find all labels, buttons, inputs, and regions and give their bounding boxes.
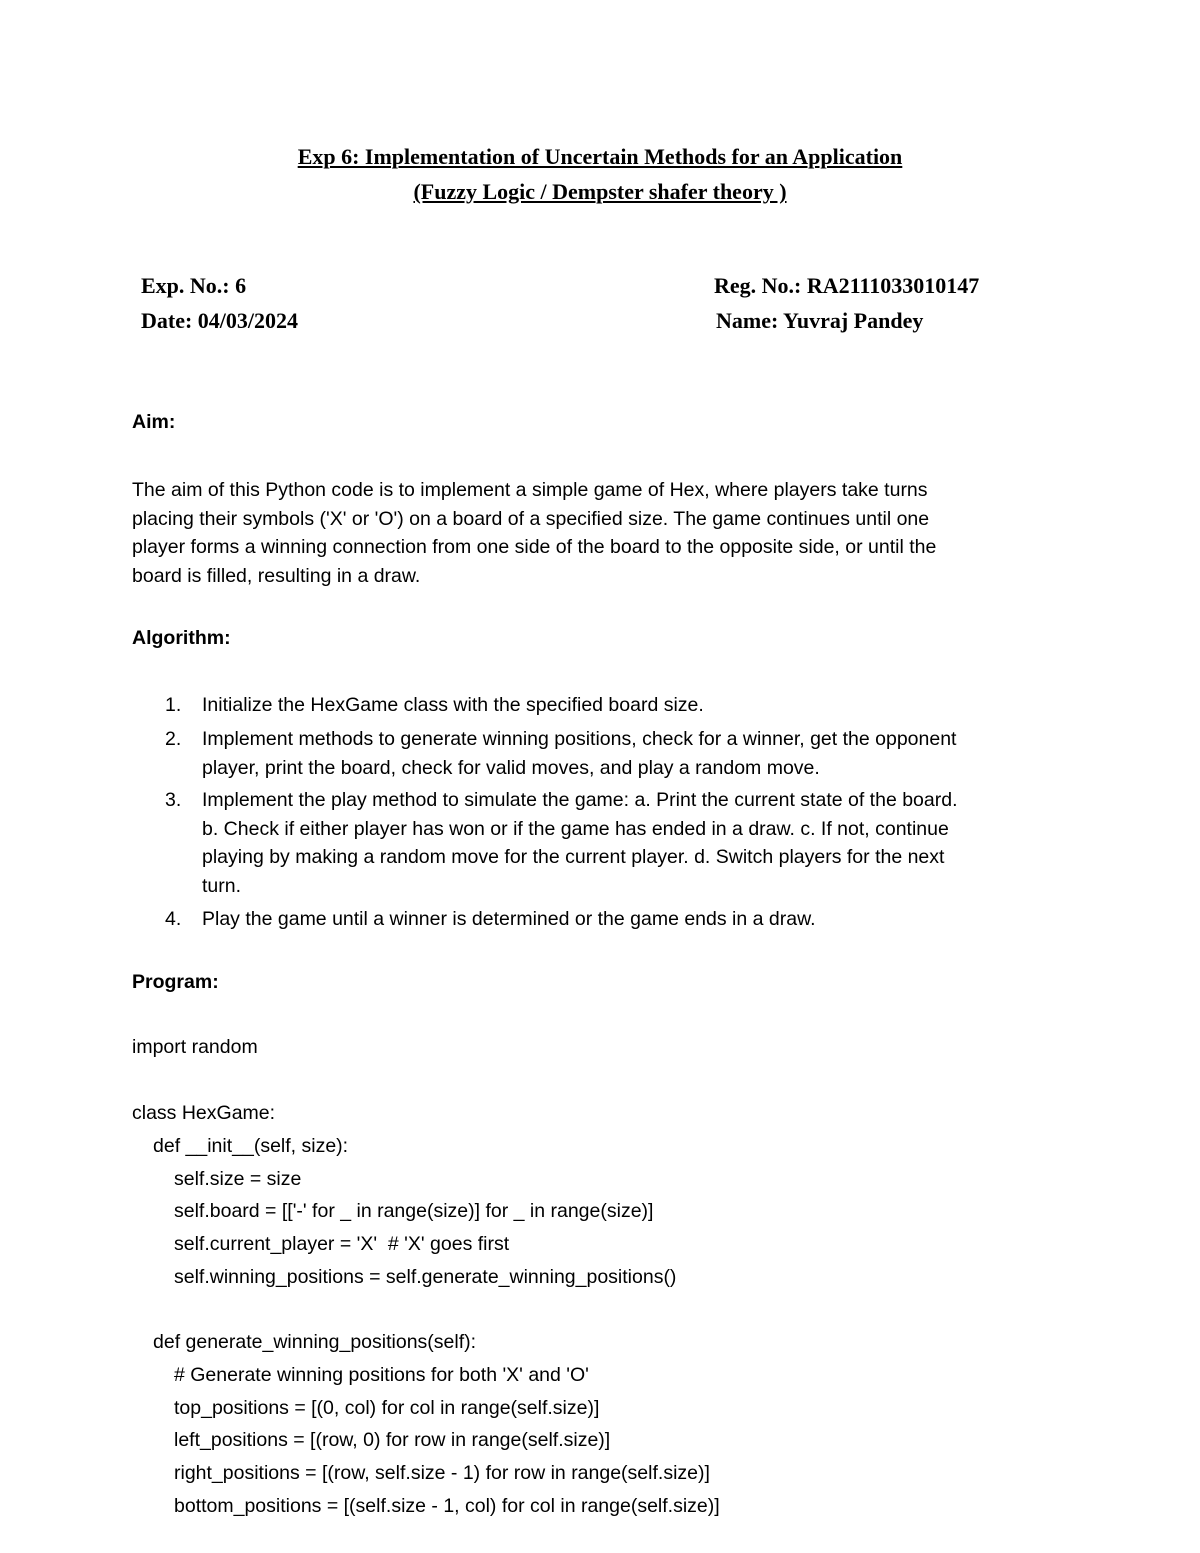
code-line: # Generate winning positions for both 'X' and 'O': [174, 1364, 589, 1386]
step-number: 1.: [165, 694, 182, 716]
aim-line: player forms a winning connection from one side of the board to the opposite side, or until the: [132, 536, 937, 558]
step-number: 2.: [165, 728, 182, 750]
step-text: [202, 905, 1082, 934]
aim-line: board is filled, resulting in a draw.: [132, 564, 421, 587]
document-title: Exp 6: Implementation of Uncertain Methods for an Application: [297, 144, 903, 169]
code-line: import random: [132, 1036, 258, 1058]
step-line: Implement the play method to simulate the game: a. Print the current state of the board.: [202, 789, 958, 811]
code-line: self.board = [['-' for _ in range(size)] for _ in range(size)]: [174, 1200, 654, 1222]
aim-paragraph: [132, 476, 936, 590]
code-line: bottom_positions = [(self.size - 1, col) for col in range(self.size)]: [174, 1495, 720, 1517]
algorithm-step: [132, 691, 1072, 721]
step-number: 3.: [165, 789, 182, 811]
algorithm-heading: Algorithm:: [132, 627, 231, 649]
step-text: [202, 786, 1082, 900]
program-heading: Program:: [132, 971, 219, 993]
step-line: Implement methods to generate winning positions, check for a winner, get the opponent: [202, 728, 957, 750]
code-line: top_positions = [(0, col) for col in range(self.size)]: [174, 1397, 600, 1419]
exp-number: Exp. No.: 6: [141, 273, 247, 298]
code-line: def __init__(self, size):: [153, 1135, 349, 1157]
step-line: b. Check if either player has won or if the game has ended in a draw. c. If not, continue: [202, 817, 949, 840]
code-line: self.current_player = 'X' # 'X' goes first: [174, 1233, 510, 1255]
step-text: [202, 725, 1082, 782]
step-line: Initialize the HexGame class with the specified board size.: [202, 694, 704, 716]
document-subtitle: (Fuzzy Logic / Dempster shafer theory ): [413, 179, 787, 204]
code-line: self.size = size: [174, 1168, 302, 1190]
step-line: playing by making a random move for the current player. d. Switch players for the next: [202, 846, 945, 868]
step-text: [202, 691, 1082, 720]
step-line: player, print the board, check for valid moves, and play a random move.: [202, 756, 820, 779]
aim-line: The aim of this Python code is to implement a simple game of Hex, where players take turns: [132, 479, 928, 501]
code-line: right_positions = [(row, self.size - 1) for row in range(self.size)]: [174, 1462, 710, 1484]
exp-date: Date: 04/03/2024: [141, 308, 299, 333]
algorithm-step: [132, 905, 1072, 935]
algorithm-step: [132, 725, 1072, 783]
algorithm-step: [132, 786, 1072, 902]
registration-number: Reg. No.: RA2111033010147: [714, 273, 980, 298]
step-line: Play the game until a winner is determined or the game ends in a draw.: [202, 908, 816, 930]
code-line: self.winning_positions = self.generate_winning_positions(): [174, 1266, 677, 1288]
code-line: left_positions = [(row, 0) for row in range(self.size)]: [174, 1429, 611, 1451]
aim-line: placing their symbols ('X' or 'O') on a board of a specified size. The game continues until one: [132, 507, 930, 530]
code-line: class HexGame:: [132, 1102, 276, 1124]
step-line: turn.: [202, 874, 242, 897]
step-number: 4.: [165, 908, 182, 930]
aim-heading: Aim:: [132, 411, 176, 433]
code-line: def generate_winning_positions(self):: [153, 1331, 477, 1353]
student-name: Name: Yuvraj Pandey: [716, 308, 924, 333]
